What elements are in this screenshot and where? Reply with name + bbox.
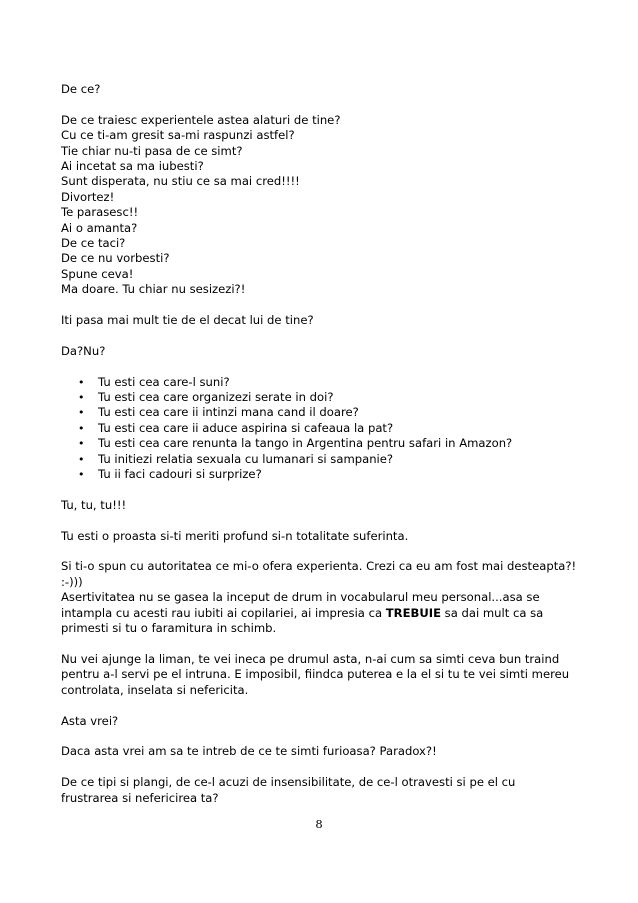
text-line-with-emphasis	[61, 606, 601, 621]
list-item	[61, 467, 601, 482]
bullet-icon: •	[78, 375, 85, 389]
text-line: Divortez!	[61, 189, 115, 204]
page-number: 8	[315, 817, 323, 831]
paragraph-de-ce	[61, 82, 601, 97]
text-segment: sa dai mult ca sa	[441, 605, 544, 620]
text-line: Tie chiar nu-ti pasa de ce simt?	[61, 143, 243, 158]
list-item	[61, 405, 601, 420]
list-item-text: Tu esti cea care organizezi serate in doi?	[98, 390, 334, 405]
text-line: Asta vrei?	[61, 713, 119, 728]
bullet-list	[61, 375, 601, 483]
emphasis-trebuie: TREBUIE	[385, 605, 441, 620]
bullet-icon: •	[78, 391, 85, 405]
list-item-text: Tu esti cea care ii intinzi mana cand il doare?	[98, 405, 359, 420]
bullet-icon: •	[78, 437, 85, 451]
text-line: Ai o amanta?	[61, 220, 138, 235]
text-line: Cu ce ti-am gresit sa-mi raspunzi astfel?	[61, 128, 295, 143]
text-line: Nu vei ajunge la liman, te vei ineca pe drumul asta, n-ai cum sa simti ceva bun traind	[61, 651, 560, 666]
paragraph-da-nu	[61, 344, 601, 359]
list-item-text: Tu initiezi relatia sexuala cu lumanari si sampanie?	[98, 451, 394, 466]
text-line: Iti pasa mai mult tie de el decat lui de tine?	[61, 313, 314, 328]
text-line: Ma doare. Tu chiar nu sesizezi?!	[61, 282, 246, 297]
bullet-icon: •	[78, 406, 85, 420]
list-item	[61, 452, 601, 467]
text-line: frustrarea si nefericirea ta?	[61, 790, 219, 805]
page-body	[61, 82, 601, 821]
paragraph-asta-vrei	[61, 714, 601, 729]
text-line: Ai incetat sa ma iubesti?	[61, 159, 204, 174]
text-line: Si ti-o spun cu autoritatea ce mi-o ofera experienta. Crezi ca eu am fost mai desteapta?!	[61, 559, 577, 574]
list-item-text: Tu ii faci cadouri si surprize?	[98, 467, 262, 482]
paragraph-liman	[61, 652, 601, 698]
text-line: Asertivitatea nu se gasea la inceput de drum in vocabularul meu personal...asa se	[61, 590, 540, 605]
text-segment: intampla cu acesti rau iubiti ai copilariei, ai impresia ca	[61, 605, 386, 620]
text-line: Sunt disperata, nu stiu ce sa mai cred!!!!	[61, 174, 300, 189]
paragraph-iti-pasa	[61, 313, 601, 328]
text-line: Spune ceva!	[61, 266, 134, 281]
text-line: De ce tipi si plangi, de ce-l acuzi de insensibilitate, de ce-l otravesti si pe el cu	[61, 775, 516, 790]
paragraph-questions	[61, 113, 601, 298]
text-line: De ce traiesc experientele astea alaturi de tine?	[61, 112, 341, 127]
text-line: Tu, tu, tu!!!	[61, 497, 127, 512]
list-item-text: Tu esti cea care renunta la tango in Argentina pentru safari in Amazon?	[98, 436, 513, 451]
text-line: Tu esti o proasta si-ti meriti profund si-n totalitate suferinta.	[61, 528, 409, 543]
list-item	[61, 375, 601, 390]
bullet-icon: •	[78, 421, 85, 435]
bullet-icon: •	[78, 452, 85, 466]
paragraph-tipi-si-plangi	[61, 775, 601, 806]
text-line: De ce?	[61, 82, 101, 96]
list-item	[61, 421, 601, 436]
paragraph-paradox	[61, 744, 601, 759]
text-line: primesti si tu o faramitura in schimb.	[61, 621, 277, 636]
paragraph-asertivitate	[61, 559, 601, 636]
text-line: De ce nu vorbesti?	[61, 251, 170, 266]
list-item	[61, 390, 601, 405]
text-line: :-)))	[61, 574, 83, 589]
text-line: controlata, inselata si nefericita.	[61, 682, 249, 697]
text-line: pentru a-l servi pe el intruna. E imposibil, fiindca puterea e la el si tu te vei simti mereu	[61, 667, 570, 682]
list-item	[61, 436, 601, 451]
paragraph-proasta	[61, 529, 601, 544]
text-line: Daca asta vrei am sa te intreb de ce te simti furioasa? Paradox?!	[61, 744, 437, 759]
list-item-text: Tu esti cea care-l suni?	[98, 374, 230, 389]
text-line: Te parasesc!!	[61, 205, 139, 220]
text-line: Da?Nu?	[61, 343, 106, 358]
paragraph-tu-tu-tu	[61, 498, 601, 513]
list-item-text: Tu esti cea care ii aduce aspirina si cafeaua la pat?	[98, 420, 394, 435]
bullet-icon: •	[78, 468, 85, 482]
text-line: De ce taci?	[61, 236, 126, 251]
